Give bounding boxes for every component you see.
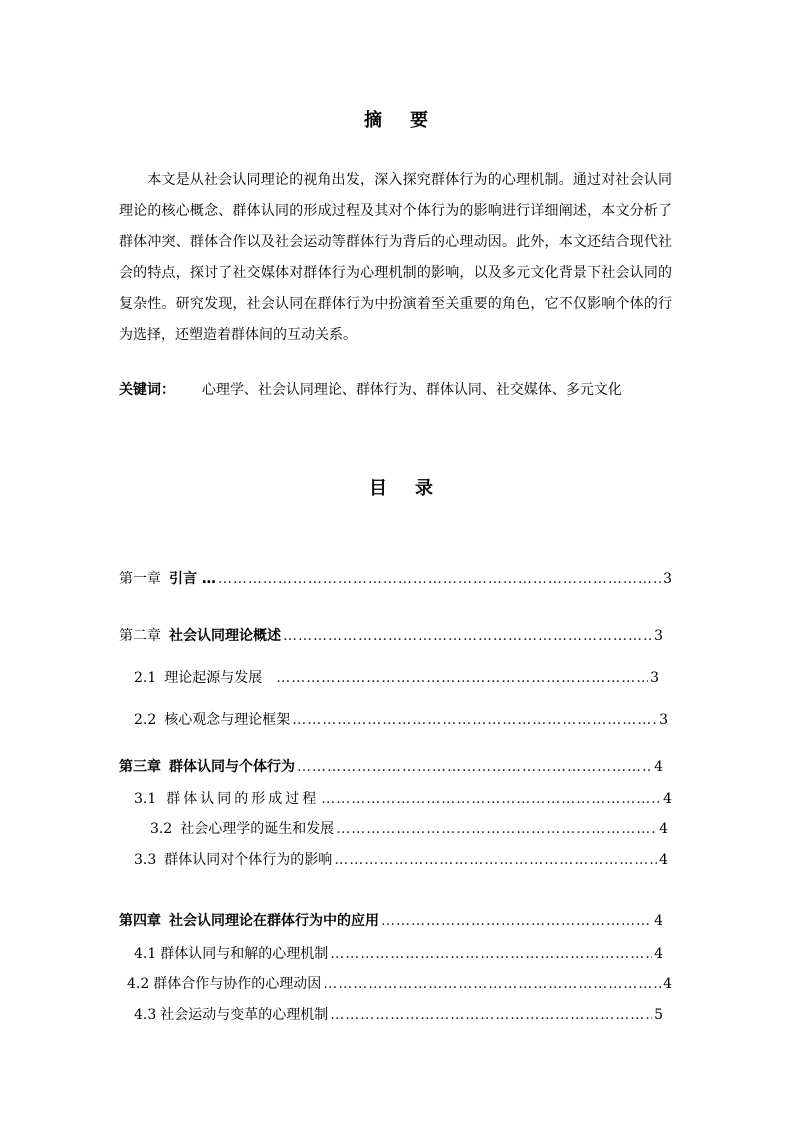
- toc-entry-page: 3: [663, 571, 672, 587]
- toc-entry-prefix: 2.1: [134, 670, 157, 686]
- keywords-label: 关键词：: [119, 382, 175, 398]
- toc-entry-ch1[interactable]: [119, 568, 672, 588]
- toc-entry-page: 4: [663, 791, 672, 807]
- toc-entry-prefix: 第三章: [119, 759, 161, 775]
- toc-entry-page: 4: [659, 852, 668, 868]
- toc-entry-title: 理论起源与发展: [164, 670, 263, 686]
- toc-entry-prefix: 2.2: [134, 712, 157, 728]
- toc-entry-ch3[interactable]: [119, 756, 663, 776]
- toc-entry-prefix: 第二章: [119, 628, 161, 644]
- toc-entry-title: 核心观念与理论框架: [164, 712, 291, 728]
- toc-leader: [321, 791, 661, 807]
- toc-entry-4-3[interactable]: [134, 1004, 663, 1024]
- toc-leader: [283, 628, 652, 644]
- toc-leader: [334, 852, 657, 868]
- toc-entry-title: 群体合作与协作的心理动因: [153, 976, 322, 992]
- toc-entry-ch4[interactable]: [119, 910, 663, 930]
- toc-entry-title: 群体认同与和解的心理机制: [160, 946, 329, 962]
- toc-leader: [336, 821, 657, 837]
- toc-entry-page: 3: [654, 628, 663, 644]
- toc-entry-prefix: 第一章: [119, 571, 161, 587]
- toc-entry-prefix: 第四章: [119, 913, 161, 929]
- toc-title: 目录: [369, 478, 461, 499]
- toc-entry-prefix: 4.2: [127, 976, 150, 992]
- toc-entry-3-1[interactable]: [134, 788, 672, 808]
- keywords-line: [119, 379, 622, 399]
- toc-entry-2-2[interactable]: [134, 709, 668, 729]
- toc-entry-3-2[interactable]: [150, 818, 668, 838]
- toc-leader: [330, 946, 652, 962]
- toc-entry-prefix: 3.1: [134, 791, 157, 807]
- toc-entry-title: 社会运动与变革的心理机制: [160, 1007, 329, 1023]
- toc-entry-title: 群体认同与个体行为: [169, 759, 295, 775]
- toc-entry-page: 4: [663, 976, 672, 992]
- toc-entry-prefix: 4.3: [134, 1007, 157, 1023]
- toc-entry-page: 3: [650, 670, 659, 686]
- toc-leader: [323, 976, 661, 992]
- toc-entry-2-1[interactable]: [134, 667, 659, 687]
- toc-entry-page: 5: [654, 1007, 663, 1023]
- abstract-text: 本文是从社会认同理论的视角出发，深入探究群体行为的心理机制。通过对社会认同理论的核心概念、群体认同的形成过程及其对个体行为的影响进行详细阐述，本文分析了群体冲突、群体合作以及社会运动等群体行为背后的心理动因。此外，本文还结合现代社会的特点，探讨了社交媒体对群体行为心理机制的影响，以及多元文化背景下社会认同的复杂性。研究发现，社会认同在群体行为中扮演着至关重要的角色，它不仅影响个体的行为选择，还塑造着群体间的互动关系。: [119, 172, 672, 343]
- toc-entry-page: 4: [654, 913, 663, 929]
- abstract-title: 摘要: [364, 110, 456, 131]
- toc-entry-title: 群体认同的形成过程: [166, 791, 320, 807]
- keywords-text: 心理学、社会认同理论、群体行为、群体认同、社交媒体、多元文化: [201, 382, 622, 398]
- toc-entry-prefix: 3.2: [150, 821, 173, 837]
- toc-entry-page: 3: [659, 712, 668, 728]
- toc-leader: [381, 913, 652, 929]
- toc-entry-title: 群体认同对个体行为的影响: [164, 852, 333, 868]
- toc-entry-4-1[interactable]: [134, 943, 663, 963]
- toc-entry-page: 4: [654, 946, 663, 962]
- toc-entry-page: 4: [659, 821, 668, 837]
- toc-leader: [297, 759, 652, 775]
- toc-entry-title: 社会心理学的诞生和发展: [180, 821, 335, 837]
- toc-entry-ch2[interactable]: [119, 625, 663, 645]
- toc-entry-3-3[interactable]: [134, 849, 668, 869]
- toc-entry-title: 社会认同理论在群体行为中的应用: [169, 913, 379, 929]
- toc-entry-prefix: 3.3: [134, 852, 157, 868]
- toc-entry-page: 4: [654, 759, 663, 775]
- toc-entry-title: 引言 …: [169, 571, 216, 587]
- toc-entry-title: 社会认同理论概述: [169, 628, 281, 644]
- toc-entry-prefix: 4.1: [134, 946, 157, 962]
- toc-leader: [330, 1007, 652, 1023]
- toc-leader: [276, 670, 648, 686]
- toc-leader: [218, 571, 661, 587]
- abstract-body: [119, 165, 672, 351]
- toc-entry-4-2[interactable]: [127, 973, 672, 993]
- toc-leader: [292, 712, 657, 728]
